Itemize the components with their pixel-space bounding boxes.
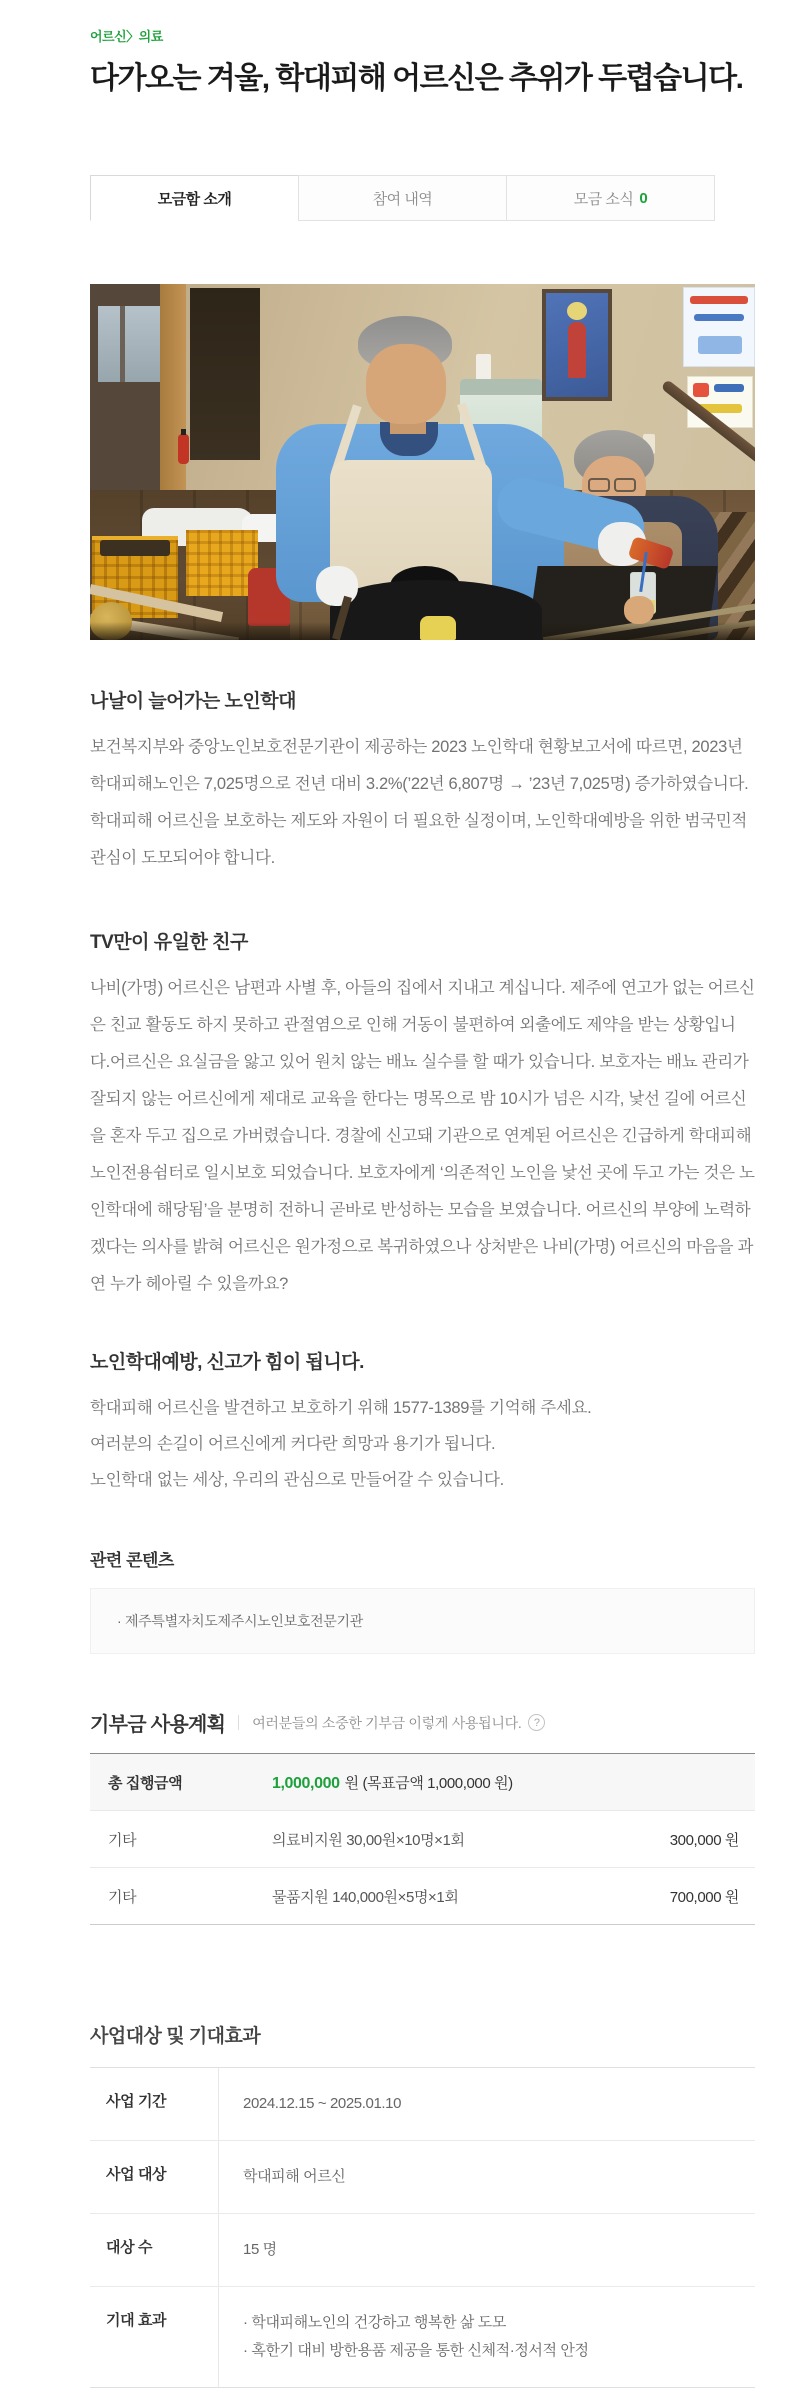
tab-fund-intro[interactable] (90, 175, 299, 221)
donation-table (90, 1753, 755, 1925)
related-content-box (90, 1588, 755, 1654)
project-row-label: 사업 대상 (106, 2166, 167, 2183)
category-breadcrumb[interactable]: 어르신〉의료 (90, 29, 163, 44)
donation-total-amount: 1,000,000 (272, 1774, 340, 1792)
related-content-link[interactable]: · 제주특별자치도제주시노인보호전문기관 (117, 1613, 363, 1629)
project-period-value: 2024.12.15 ~ 2025.01.10 (218, 2068, 755, 2140)
tab-fund-news-count: 0 (639, 189, 648, 207)
donation-table-row (90, 1810, 755, 1867)
donation-plan-subtitle: 여러분들의 소중한 기부금 이렇게 사용됩니다. (252, 1714, 522, 1731)
tab-fund-news-label: 모금 소식 (573, 190, 634, 208)
closing-line: 노인학대 없는 세상, 우리의 관심으로 만들어갈 수 있습니다. (90, 1471, 504, 1489)
project-row-label: 기대 효과 (106, 2312, 167, 2329)
project-table-row (90, 2140, 755, 2213)
section-body-2: 나비(가명) 어르신은 남편과 사별 후, 아들의 집에서 지내고 계십니다. 제주에 연고가 없는 어르신은 친교 활동도 하지 못하고 관절염으로 인해 거동이 불편하여 외출에도 제약을 받는 상황입니다.어르신은 요실금을 앓고 있어 원치 않는 배뇨 실수를 할 때가 있습니다. 보호자는 배뇨 관리가 잘되지 않는 어르신에게 제대로 교육을 한다는 명목으로 밤 10시가 넘은 시각, 낯선 길에 어르신을 혼자 두고 집으로 가버렸습니다. 경찰에 신고돼 기관으로 연계된 어르신은 긴급하게 학대피해노인전용쉼터로 일시보호 되었습니다. 보호자에게 ‘의존적인 노인을 낯선 곳에 두고 가는 것은 노인학대에 해당됨’을 분명히 전하니 곧바로 반성하는 모습을 보였습니다. 어르신의 부양에 노력하겠다는 의사를 밝혀 어르신은 원가정으로 복귀하였으나 상처받은 나비(가명) 어르신의 마음을 과연 누가 헤아릴 수 있을까요? (90, 979, 755, 1293)
project-row-label: 사업 기간 (106, 2093, 167, 2110)
campaign-photo (90, 284, 755, 640)
related-content-heading: 관련 콘텐츠 (90, 1551, 174, 1570)
project-row-label: 대상 수 (106, 2239, 153, 2256)
section-body-3 (90, 1390, 755, 1498)
tab-participation[interactable] (298, 175, 507, 221)
donation-row-amount: 300,000 원 (669, 1831, 739, 1849)
section-heading-1: 나날이 늘어가는 노인학대 (90, 691, 296, 712)
photo-doorway (190, 288, 260, 460)
content-column (90, 0, 755, 2388)
donation-table-row (90, 1867, 755, 1924)
tab-fund-intro-label: 모금함 소개 (157, 190, 232, 208)
donation-total-row (90, 1754, 755, 1810)
donation-row-category: 기타 (108, 1888, 137, 1906)
project-table-row (90, 2213, 755, 2286)
section-heading-2: TV만이 유일한 친구 (90, 932, 248, 953)
donation-total-value (272, 1772, 599, 1793)
project-effect-value (218, 2287, 755, 2387)
section-body-1: 보건복지부와 중앙노인보호전문기관이 제공하는 2023 노인학대 현황보고서에 따르면, 2023년 학대피해노인은 7,025명으로 전년 대비 3.2%(’22년 6,807명 → ’23년 7,025명) 증가하였습니다. 학대피해 어르신을 보호하는 제도와 자원이 더 필요한 실정이며, 노인학대예방을 위한 범국민적 관심이 도모되어야 합니다. (90, 738, 749, 867)
donation-row-desc: 의료비지원 30,00원×10명×1회 (272, 1831, 465, 1849)
donation-row-amount: 700,000 원 (669, 1888, 739, 1906)
tab-participation-label: 참여 내역 (372, 190, 433, 208)
project-effect-line: · 학대피해노인의 건강하고 행복한 삶 도모 (243, 2314, 506, 2331)
donation-total-label: 총 집행금액 (108, 1774, 183, 1792)
section-heading-3: 노인학대예방, 신고가 힘이 됩니다. (90, 1352, 364, 1373)
report-hotline-line: 학대피해 어르신을 발견하고 보호하기 위해 1577-1389를 기억해 주세요. (90, 1399, 592, 1417)
project-table-row (90, 2068, 755, 2140)
project-target-value: 학대피해 어르신 (218, 2141, 755, 2213)
tab-fund-news[interactable] (506, 175, 715, 221)
donation-plan-heading: 기부금 사용계획 (90, 1714, 226, 1736)
project-table (90, 2067, 755, 2388)
donation-goal-amount: 원 (목표금액 1,000,000 원) (344, 1774, 513, 1792)
donation-row-desc: 물품지원 140,000원×5명×1회 (272, 1888, 459, 1906)
divider (238, 1715, 239, 1730)
donation-row-category: 기타 (108, 1831, 137, 1849)
help-icon[interactable]: ? (528, 1714, 545, 1731)
photo-fire-extinguisher (178, 434, 189, 464)
project-table-row (90, 2286, 755, 2387)
project-count-value: 15 명 (218, 2214, 755, 2286)
support-line: 여러분의 손길이 어르신에게 커다란 희망과 용기가 됩니다. (90, 1435, 496, 1453)
project-effect-line: · 혹한기 대비 방한용품 제공을 통한 신체적·정서적 안정 (243, 2342, 589, 2359)
donation-plan-header (90, 1708, 755, 1737)
project-section-heading: 사업대상 및 기대효과 (90, 2026, 261, 2047)
tab-bar (90, 175, 755, 221)
page-title: 다가오는 겨울, 학대피해 어르신은 추위가 두렵습니다. (90, 62, 743, 95)
